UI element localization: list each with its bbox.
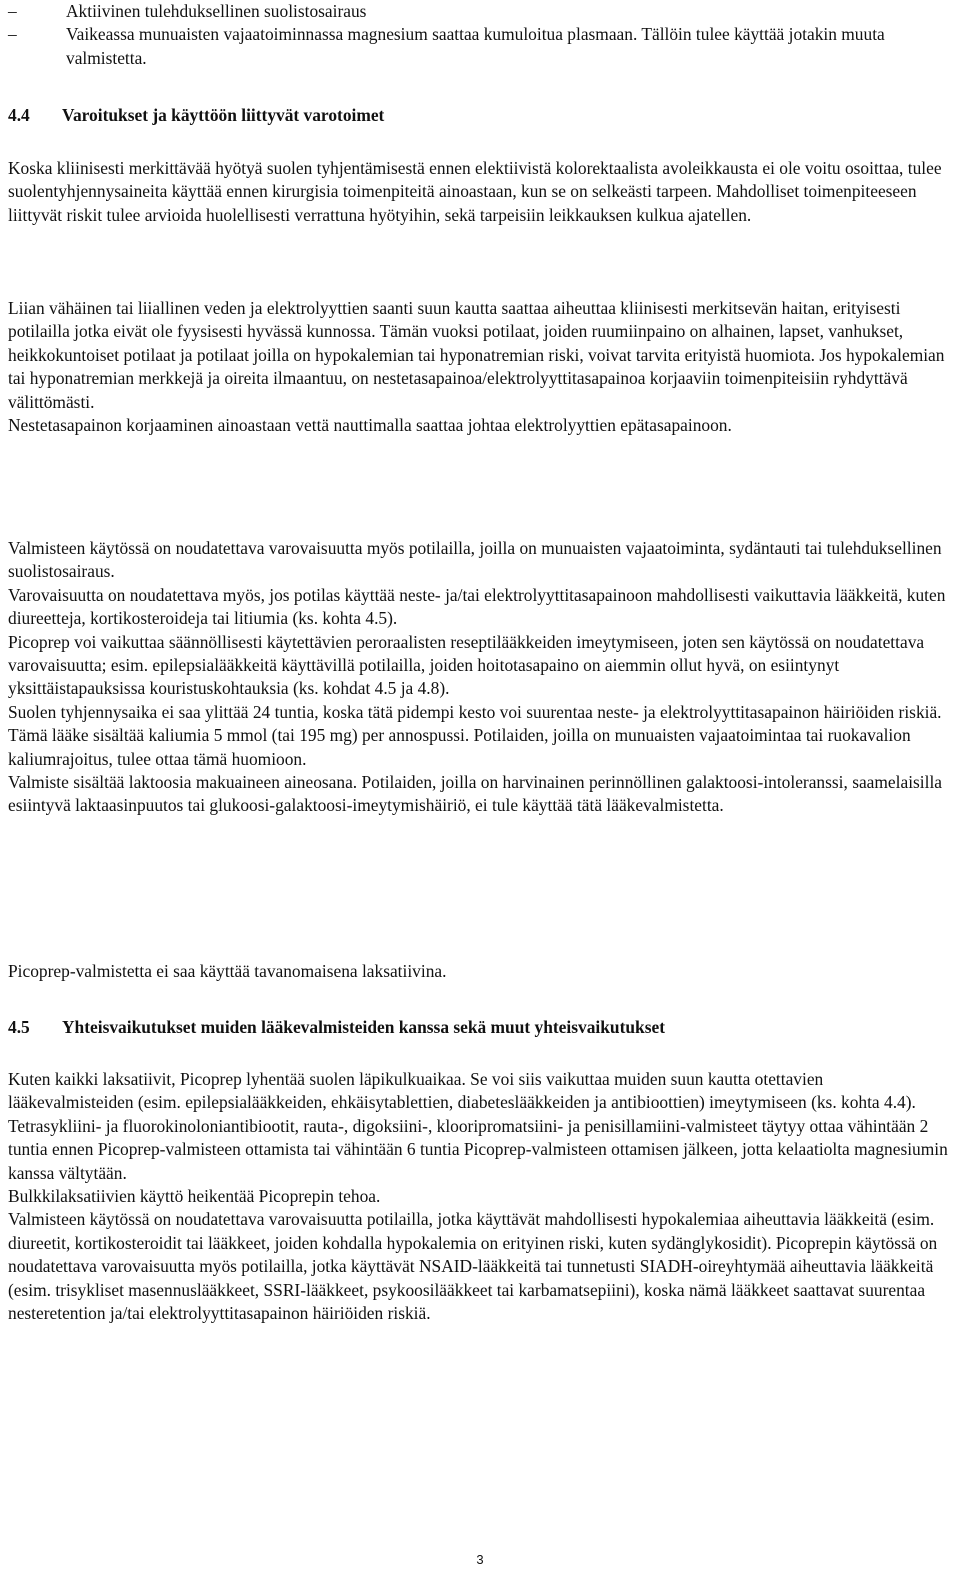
bullet-text: Vaikeassa munuaisten vajaatoiminnassa magnesium saattaa kumuloitua plasmaan. Tällöin tulee käyttää jotakin muuta valmistetta. — [66, 24, 885, 68]
contraindication-bullet-list — [8, 0, 948, 70]
section-4-4-paragraph-4 — [8, 960, 950, 983]
paragraph: Picoprep voi vaikuttaa säännöllisesti käytettävien peroraalisten reseptilääkkeiden imeytymiseen, joten sen käytössä on noudatettava varovaisuutta; esim. epilepsialääkkeitä käyttävillä potilailla, joiden hoitotasapaino on aiemmin ollut hyvä, on esiintynyt yksittäistapauksissa kouristuskohtauksia (ks. kohdat 4.5 ja 4.8). — [8, 631, 925, 699]
paragraph: Nestetasapainon korjaaminen ainoastaan vettä nauttimalla saattaa johtaa elektrolyyttien epätasapainoon. — [8, 415, 732, 436]
section-4-5-body — [8, 1068, 950, 1325]
paragraph: Varovaisuutta on noudatettava myös, jos potilas käyttää neste- ja/tai elektrolyyttitasapainoon mahdollisesti vaikuttavia lääkkeitä, kuten diureetteja, kortikosteroideja tai litiumia (ks. kohta 4.5). — [8, 584, 946, 629]
bullet-item — [8, 23, 948, 70]
section-number: 4.5 — [8, 1017, 30, 1037]
paragraph: Liian vähäinen tai liiallinen veden ja elektrolyyttien saanti suun kautta saattaa aiheuttaa kliinisesti merkitsevän haitan, erityisesti potilailla jotka eivät ole fyysisesti hyvässä kunnossa. Tämän vuoksi potilaat, joiden ruumiinpaino on alhainen, lapset, vanhukset, heikkokuntoiset potilaat ja potilaat joilla on hypokalemian tai hyponatremian riski, voivat tarvita erityistä huomiota. Jos hypokalemian tai hyponatremian merkkejä ja oireita ilmaantuu, on nestetasapainoa/elektrolyyttitasapainoa korjaaviin toimenpiteisiin ryhdyttävä välittömästi. — [8, 298, 945, 412]
paragraph: Picoprep-valmistetta ei saa käyttää tavanomaisena laksatiivina. — [8, 961, 447, 981]
section-4-4-paragraph-1 — [8, 157, 950, 227]
section-4-4-heading — [8, 104, 384, 127]
section-title: Varoitukset ja käyttöön liittyvät varotoimet — [62, 105, 385, 125]
paragraph: Koska kliinisesti merkittävää hyötyä suolen tyhjentämisestä ennen elektiivistä kolorektaalista avoleikkausta ei ole voitu osoittaa, tulee suolentyhjennysaineita käyttää ennen kirurgisia toimenpiteitä ainoastaan, kun se on selkeästi tarpeen. Mahdolliset toimenpiteeseen liittyvät riskit tulee arvioida huolellisesti verrattuna hyötyihin, sekä tarpeisiin leikkauksen kulkua ajatellen. — [8, 158, 942, 225]
section-number: 4.4 — [8, 105, 30, 125]
paragraph: Valmisteen käytössä on noudatettava varovaisuutta myös potilailla, joilla on munuaisten vajaatoiminta, sydäntauti tai tulehduksellinen suolistosairaus. — [8, 538, 942, 582]
dash-marker: – — [8, 24, 17, 45]
bullet-item — [8, 0, 948, 23]
dash-marker: – — [8, 1, 17, 21]
page-number: 3 — [476, 1552, 484, 1567]
section-title: Yhteisvaikutukset muiden lääkevalmisteiden kanssa sekä muut yhteisvaikutukset — [62, 1017, 665, 1037]
section-4-4-paragraph-3 — [8, 537, 950, 818]
section-4-5-heading — [8, 1016, 665, 1039]
paragraph: Kuten kaikki laksatiivit, Picoprep lyhentää suolen läpikulkuaikaa. Se voi siis vaikuttaa muiden suun kautta otettavien lääkevalmisteiden (esim. epilepsialääkkeiden, ehkäisytablettien, diabeteslääkkeiden ja antibioottien) imeytymiseen (ks. kohta 4.4). Tetrasykliini- ja fluorokinoloniantibiootit, rauta-, digoksiini-, klooripromatsiini- ja penisillamiini-valmisteet täytyy ottaa vähintään 2 tuntia ennen Picoprep-valmisteen ottamista tai vähintään 6 tuntia Picoprep-valmisteen ottamisen jälkeen, jotta kelaatiolta magnesiumin kanssa vältytään. — [8, 1069, 948, 1183]
paragraph: Valmiste sisältää laktoosia makuaineen aineosana. Potilaiden, joilla on harvinainen perinnöllinen galaktoosi-intoleranssi, saamelaisilla esiintyvä laktaasinpuutos tai glukoosi-galaktoosi-imeytymishäiriö, ei tule käyttää tätä lääkevalmistetta. — [8, 772, 943, 816]
paragraph: Valmisteen käytössä on noudatettava varovaisuutta potilailla, jotka käyttävät mahdollisesti hypokalemiaa aiheuttavia lääkkeitä (esim. diureetit, kortikosteroidit tai lääkkeet, joiden kohdalla hypokalemia on erityinen riski, kuten sydänglykosidit). Picoprepin käytössä on noudatettava varovaisuutta myös potilailla, jotka käyttävät NSAID-lääkkeitä tai tunnetusti SIADH-oireyhtymää aiheuttavia lääkkeitä (esim. trisykliset masennuslääkkeet, SSRI-lääkkeet, psykoosilääkkeet tai karbamatsepiini), koska nämä lääkkeet saattavat suurentaa nesteretention ja/tai elektrolyyttitasapainon häiriöiden riskiä. — [8, 1209, 938, 1324]
bullet-text: Aktiivinen tulehduksellinen suolistosairaus — [66, 1, 367, 21]
paragraph: Suolen tyhjennysaika ei saa ylittää 24 tuntia, koska tätä pidempi kesto voi suurentaa neste- ja elektrolyyttitasapainon häiriöiden riskiä. — [8, 701, 942, 722]
paragraph: Bulkkilaksatiivien käyttö heikentää Picoprepin tehoa. — [8, 1186, 381, 1207]
section-4-4-paragraph-2 — [8, 297, 950, 437]
paragraph: Tämä lääke sisältää kaliumia 5 mmol (tai 195 mg) per annospussi. Potilaiden, joilla on munuaisten vajaatoimintaa tai ruokavalion kaliumrajoitus, tulee ottaa tämä huomioon. — [8, 725, 911, 769]
